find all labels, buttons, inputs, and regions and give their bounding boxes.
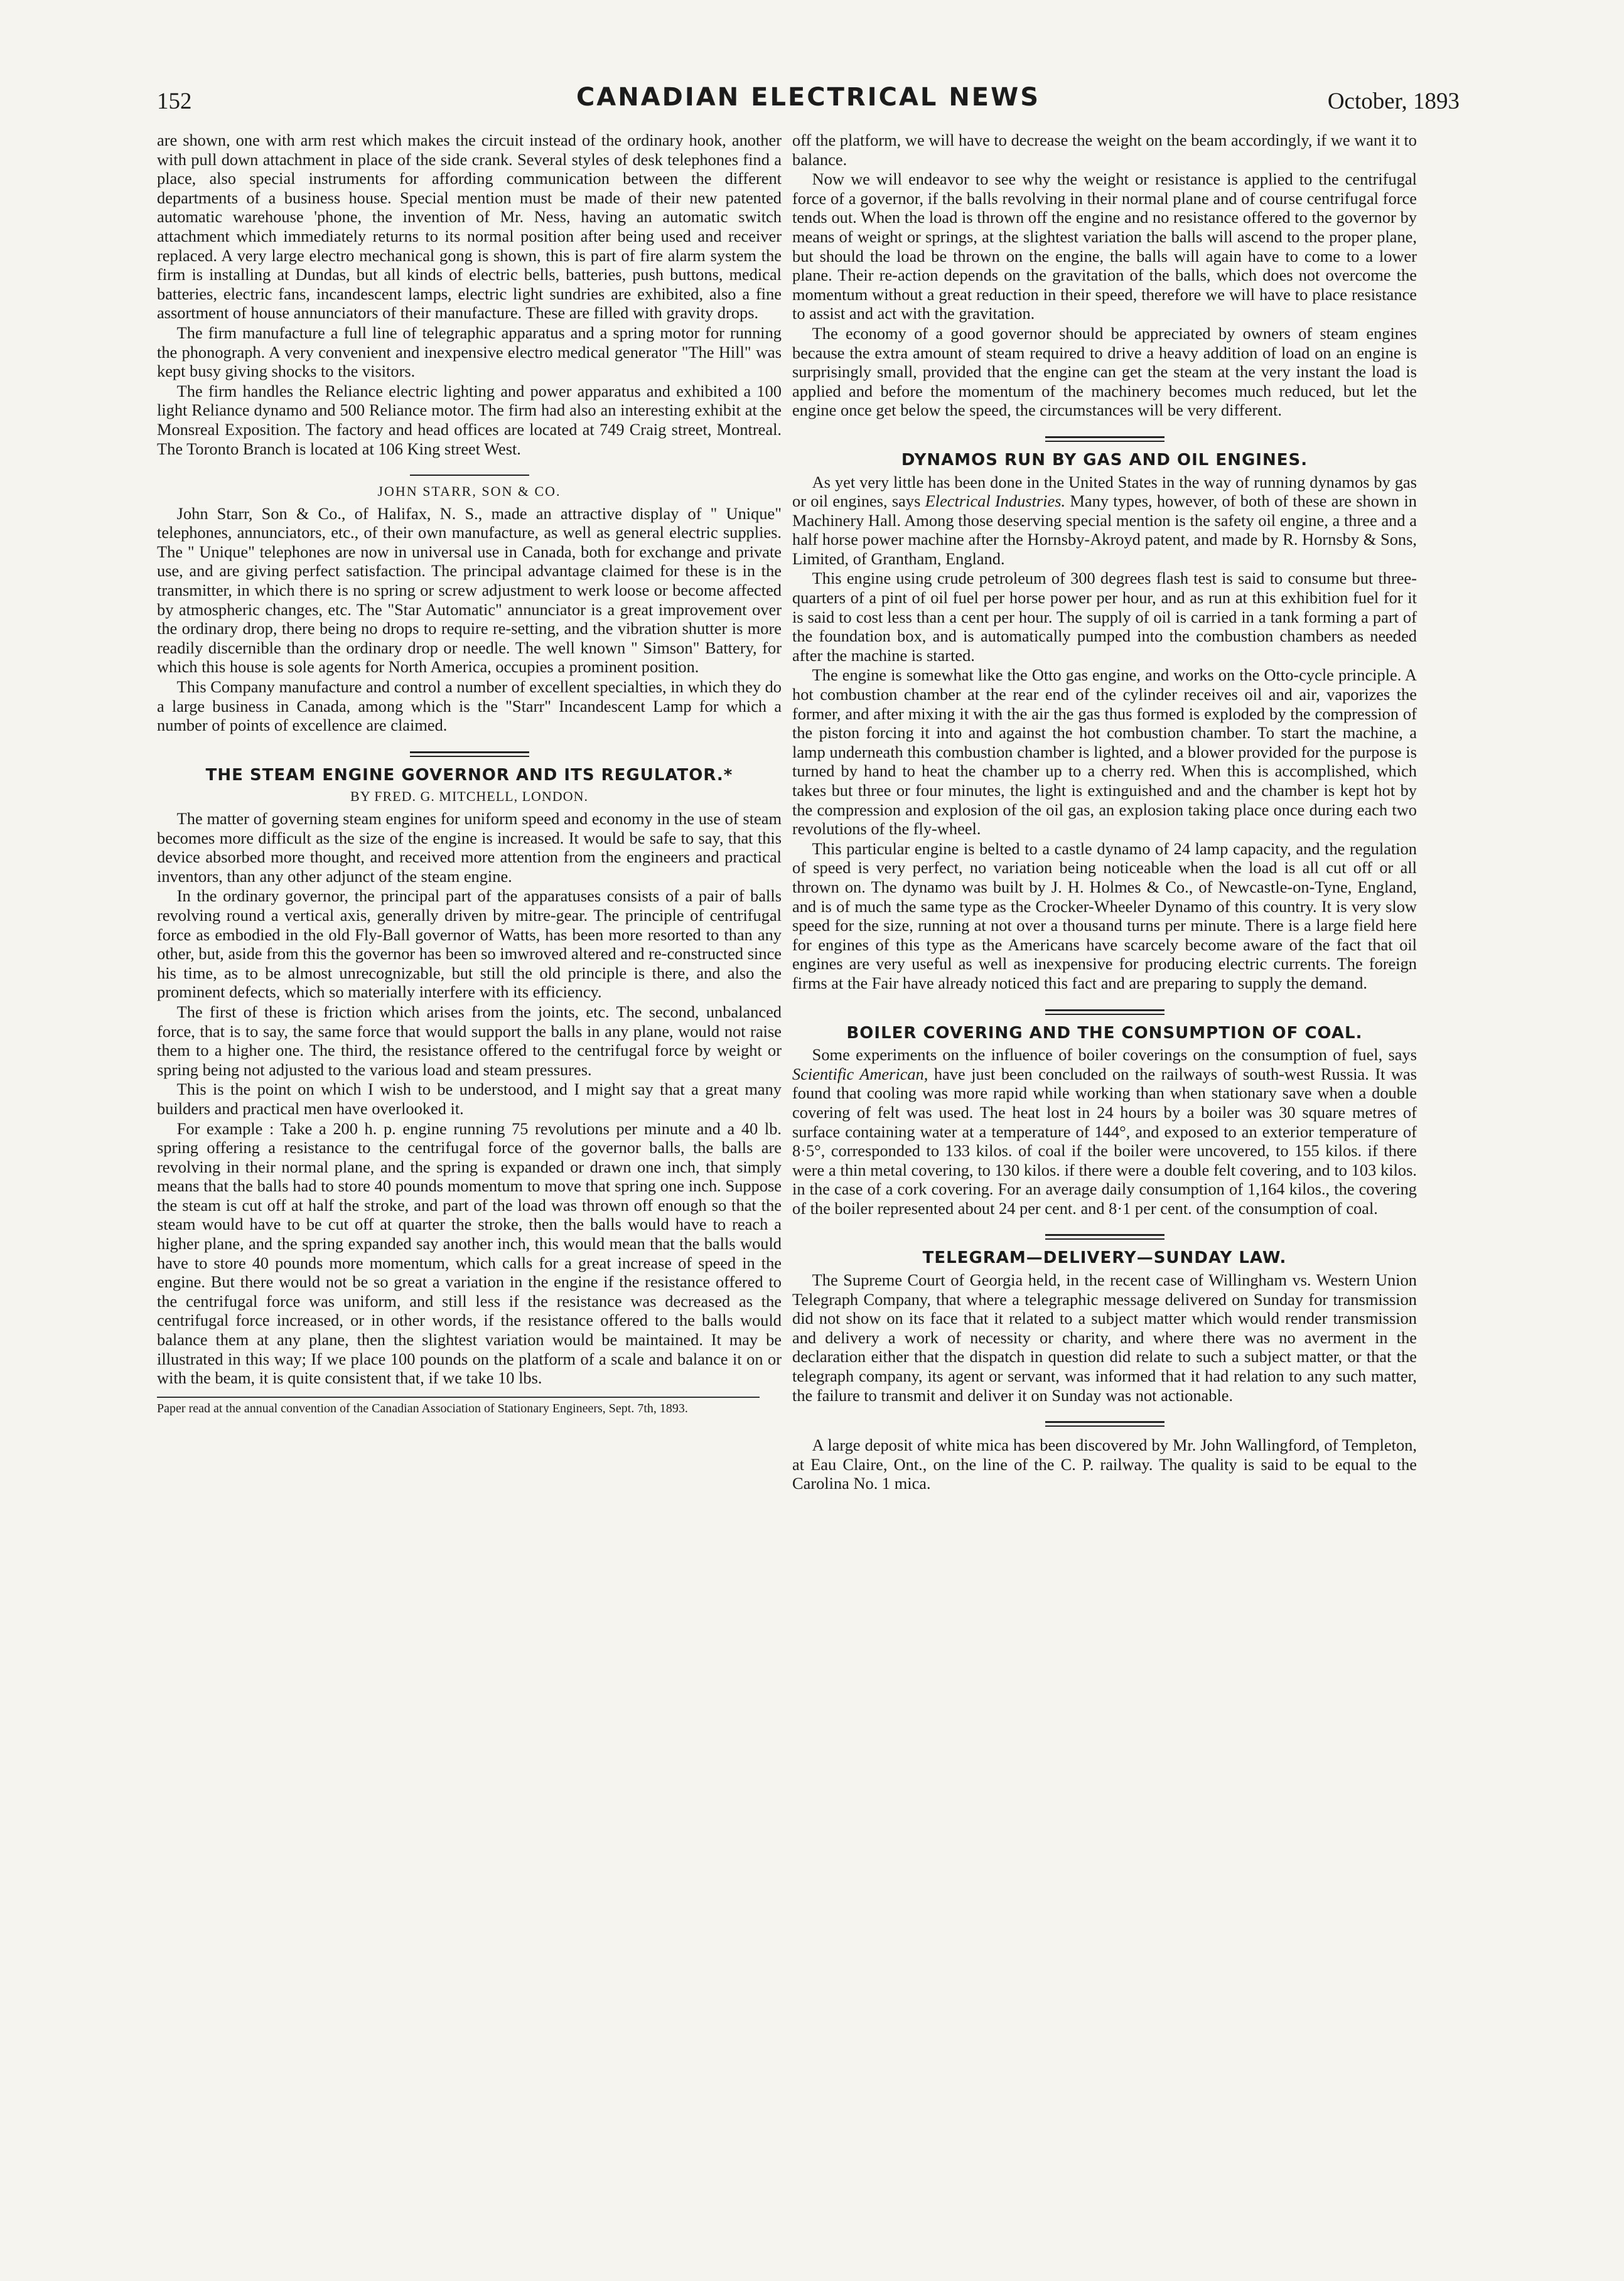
- divider: [1045, 1234, 1164, 1240]
- divider: [1045, 436, 1164, 442]
- article-title-dynamos: DYNAMOS RUN BY GAS AND OIL ENGINES.: [901, 450, 1308, 470]
- section-heading-starr: JOHN STARR, SON & CO.: [377, 483, 561, 500]
- left-column: [157, 131, 782, 2221]
- masthead: CANADIAN ELECTRICAL NEWS: [576, 83, 1041, 112]
- paragraph: Now we will endeavor to see why the weight or resistance is applied to the centrifugal force of a governor, if the balls revolving in their normal plane and of course centrifugal force tends out. When the load is thrown off the engine and no resistance offered to the governor by means of weight or springs, at the slightest variation the balls will ascend to the proper plane, but should the load be thrown on the engine, the balls will again have to come to a lower plane. Their re-action depends on the gravitation of the balls, which does not overcome the momentum without a great reduction in their speed, therefore we will have to place resistance to assist and act with the gravitation.: [792, 169, 1417, 323]
- paragraph: For example : Take a 200 h. p. engine running 75 revolutions per minute and a 40 lb. spring offering a resistance to the centrifugal force of the governor balls, the balls are revolving in their normal plane, and the spring is expanded or drawn one inch, that simply means that the balls had to store 40 pounds momentum to move that spring one inch. Suppose the steam is cut off at half the stroke, and part of the load was thrown off enough so that the steam would have to be cut off at quarter the stroke, then the balls would have to reach a higher plane, and the spring expanded say another inch, this would mean that the balls would have to store 40 pounds more momentum, which calls for a great increase of speed in the engine. But there would not be so great a variation in the engine if the resistance offered to the centrifugal force was uniform, and still less if the resistance was decreased as the centrifugal force increased, or in other words, if the resistance offered to the balls would balance them at any plane, then the slightest variation would be maintained. It may be illustrated in this way; If we place 100 pounds on the platform of a scale and balance it on or with the beam, it is quite consistent that, if we take 10 lbs.: [157, 1119, 782, 1388]
- byline: BY FRED. G. MITCHELL, LONDON.: [350, 788, 588, 805]
- paragraph: This engine using crude petroleum of 300 degrees flash test is said to consume but three-quarters of a pint of oil fuel per horse power per hour, and as run at this exhibition fuel for it is said to cost less than a cent per hour. The supply of oil is carried in a tank forming a part of the foundation box, and is automatically pumped into the combustion chambers as needed after the machine is started.: [792, 569, 1417, 665]
- page-number: 152: [157, 89, 192, 114]
- text-run: Many types, however, of both of these are shown in Machinery Hall. Among those deserving special mention is the safety oil engine, a three and a half horse power machine after the Hornsby-Akroyd patent, and made by R. Hornsby & Sons, Limited, of Grantham, England.: [792, 491, 1417, 568]
- divider: [410, 751, 529, 757]
- paragraph: A large deposit of white mica has been discovered by Mr. John Wallingford, of Templeton, at Eau Claire, Ont., on the line of the C. P. railway. The quality is said to be equal to the Carolina No. 1 mica.: [792, 1436, 1417, 1493]
- paragraph: [792, 473, 1417, 569]
- paragraph: The economy of a good governor should be appreciated by owners of steam engines because the extra amount of steam required to drive a heavy addition of load on an engine is surprisingly small, provided that the engine can get the steam at the very instant the load is applied and before the momentum of the machinery becomes much reduced, but let the engine once get below the speed, the circumstances will be very different.: [792, 323, 1417, 420]
- page-header: [157, 83, 1460, 121]
- paragraph: This is the point on which I wish to be understood, and I might say that a great many builders and practical men have overlooked it.: [157, 1080, 782, 1118]
- paragraph: off the platform, we will have to decrease the weight on the beam accordingly, if we want it to balance.: [792, 131, 1417, 169]
- paragraph: John Starr, Son & Co., of Halifax, N. S., made an attractive display of " Unique" telephones, annunciators, etc., of their own manufacture, as well as general electric supplies. The " Unique" telephones are now in universal use in Canada, both for exchange and private use, and are giving perfect satisfaction. The principal advantage claimed for these is in the transmitter, in which there is no spring or screw adjustment to werk loose or become affected by atmospheric changes, etc. The "Star Automatic" annunciator is a great improvement over the ordinary drop, there being no drops to require re-setting, and the vibration shutter is more readily discernible than the ordinary drop or needle. The well known " Simson" Battery, for which this house is sole agents for North America, occupies a prominent position.: [157, 503, 782, 677]
- paragraph: The Supreme Court of Georgia held, in the recent case of Willingham vs. Western Union Telegraph Company, that where a telegraphic message delivered on Sunday for transmission did not show on its face that it related to a subject matter which would render transmission and delivery a work of necessity or charity, and where there was no averment in the declaration either that the dispatch in question did relate to such a subject matter, or that the telegraph company, its agent or servant, was informed that it had relation to any such matter, the failure to transmit and deliver it on Sunday was not actionable.: [792, 1270, 1417, 1405]
- paragraph: The matter of governing steam engines for uniform speed and economy in the use of steam becomes more difficult as the size of the engine is increased. It would be safe to say, that this device absorbed more thought, and received more attention from the engineers and practical inventors, than any other adjunct of the steam engine.: [157, 809, 782, 886]
- paragraph: The firm handles the Reliance electric lighting and power apparatus and exhibited a 100 light Reliance dynamo and 500 Reliance motor. The firm had also an interesting exhibit at the Monsreal Exposition. The factory and head offices are located at 749 Craig street, Montreal. The Toronto Branch is located at 106 King street West.: [157, 381, 782, 458]
- issue-date: October, 1893: [1327, 89, 1460, 114]
- paragraph: The firm manufacture a full line of telegraphic apparatus and a spring motor for running the phonograph. A very convenient and inexpensive electro medical generator "The Hill" was kept busy giving shocks to the visitors.: [157, 323, 782, 381]
- paragraph: The first of these is friction which arises from the joints, etc. The second, unbalanced force, that is to say, the same force that would support the balls in any plane, would not raise them to a higher one. The third, the resistance offered to the centrifugal force by weight or spring being not adjusted to the various load and steam pressures.: [157, 1002, 782, 1079]
- text-run: have just been concluded on the railways of south-west Russia. It was found that cooling was more rapid while working than when stationary save when a double covering of felt was used. The heat lost in 24 hours by a boiler was 30 square metres of surface containing water at a temperature of 144°, and exposed to an exterior temperature of 8·5°, corresponded to 133 kilos. of coal if the boiler were uncovered, to 155 kilos. if there were a thin metal covering, to 130 kilos. if there were a double felt covering, and to 103 kilos. in the case of a cork covering. For an average daily consumption of 1,164 kilos., the covering of the boiler represented about 24 per cent. and 8·1 per cent. of the consumption of coal.: [792, 1064, 1417, 1218]
- article-title-boiler: BOILER COVERING AND THE CONSUMPTION OF COAL.: [846, 1023, 1363, 1043]
- right-column: [792, 131, 1417, 2240]
- text-run: As yet very little has been done in the United States in the way of running dynamos by gas or oil engines, says: [792, 472, 1417, 511]
- text-run: Some experiments on the influence of boiler coverings on the consumption of fuel, says: [812, 1045, 1417, 1065]
- divider: [410, 475, 529, 476]
- paragraph: This particular engine is belted to a castle dynamo of 24 lamp capacity, and the regulation of speed is very perfect, no variation being noticeable when the load is all cut off or all thrown on. The dynamo was built by J. H. Holmes & Co., of Newcastle-on-Tyne, England, and is of much the same type as the Crocker-Wheeler Dynamo of this country. It is very slow speed for the size, running at not over a thousand turns per minute. There is a large field here for engines of this type as the Americans have scarcely become aware of the fact that oil engines are very useful as well as inexpensive for producing electric currents. The foreign firms at the Fair have already noticed this fact and are preparing to supply the demand.: [792, 839, 1417, 992]
- publication-name: Electrical Industries.: [925, 491, 1066, 511]
- paragraph: are shown, one with arm rest which makes the circuit instead of the ordinary hook, another with pull down attachment in place of the side crank. Several styles of desk telephones find a place, also special instruments for affording communication between the different departments of a business house. Special mention must be made of their new patented automatic warehouse 'phone, the invention of Mr. Ness, having an automatic switch attachment which immediately returns to its normal position after being used and receiver replaced. A very large electro mechanical gong is shown, this is part of fire alarm system the firm is installing at Dundas, but all kinds of electric bells, batteries, push buttons, medical batteries, electric fans, incandescent lamps, electric light sundries are exhibited, also a fine assortment of house annunciators of their manufacture. These are filled with gravity drops.: [157, 131, 782, 323]
- divider: [1045, 1009, 1164, 1015]
- article-title-telegram: TELEGRAM—DELIVERY—SUNDAY LAW.: [922, 1248, 1287, 1268]
- paragraph: This Company manufacture and control a number of excellent specialties, in which they do a large business in Canada, among which is the "Starr" Incandescent Lamp for which a number of points of excellence are claimed.: [157, 677, 782, 735]
- paragraph: The engine is somewhat like the Otto gas engine, and works on the Otto-cycle principle. A hot combustion chamber at the rear end of the cylinder receives oil and air, vaporizes the former, and after mixing it with the air the gas thus formed is exploded by the compression of the piston forcing it into and against the hot combustion chamber. To start the machine, a lamp underneath this combustion chamber is lighted, and a blower provided for the purpose is turned by hand to heat the chamber up to a cherry red. When this is accomplished, which takes but three or four minutes, the light is extinguished and and the chamber is kept hot by the compression and explosion of the oil gas, an explosion taking place once during each two revolutions of the fly-wheel.: [792, 665, 1417, 839]
- paragraph: [792, 1045, 1417, 1218]
- paragraph: In the ordinary governor, the principal part of the apparatuses consists of a pair of balls revolving round a vertical axis, generally driven by mitre-gear. The principle of centrifugal force as embodied in the old Fly-Ball governor of Watts, has been more resorted to than any other, but, aside from this the governor has been so imwroved altered and re-constructed since his time, as to be almost unrecognizable, but still the old principle is there, and also the prominent defects, which so materially interfere with its efficiency.: [157, 886, 782, 1002]
- divider: [1045, 1421, 1164, 1427]
- footnote: Paper read at the annual convention of the Canadian Association of Stationary Engineers, Sept. 7th, 1893.: [157, 1397, 760, 1415]
- article-title-governor: THE STEAM ENGINE GOVERNOR AND ITS REGULATOR.*: [205, 765, 733, 785]
- publication-name: Scientific American,: [792, 1064, 928, 1083]
